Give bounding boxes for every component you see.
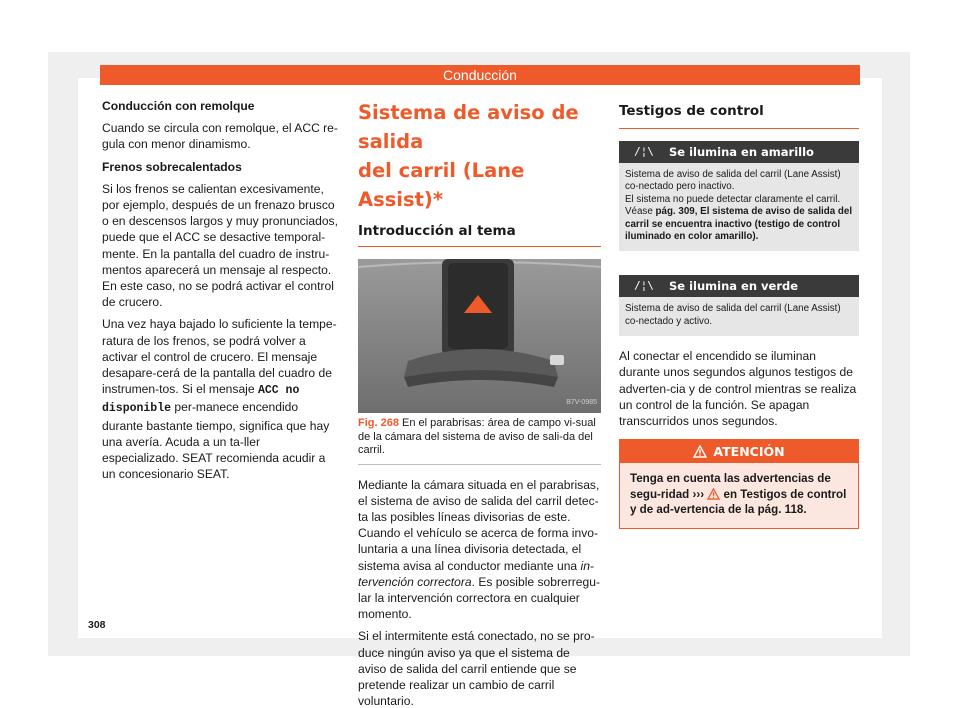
paragraph-ignition: Al conectar el encendido se iluminan durante unos segundos algunos testigos de adverten-cia y de control mientras se realiza un control de la función. Se apagan transcurridos unos segundos. (619, 349, 857, 429)
lane-assist-icon: /¦\ (634, 279, 654, 293)
indicator-text (625, 206, 853, 243)
column-right (619, 98, 859, 529)
section-title-line: Sistema de aviso de salida (358, 101, 579, 153)
section-body (358, 477, 601, 708)
text-fragment: . Es posible sobrerregu-lar la intervención correctora en cualquier momento. (358, 574, 600, 622)
indicator-text: El sistema no puede detectar claramente el carril. (625, 193, 841, 205)
lane-assist-icon: /¦\ (634, 144, 654, 158)
figure-code: B7V-0985 (566, 398, 597, 406)
indicator-green-label: Se ilumina en verde (669, 279, 799, 294)
figure-caption-text: En el parabrisas: área de campo vi-sual de la cámara del sistema de aviso de sali-da del carril. (358, 417, 596, 456)
heading-towing: Conducción con remolque (102, 99, 255, 113)
warning-icon (693, 445, 707, 458)
page-number: 308 (88, 619, 106, 631)
text-fragment: en Testigos de control y de ad-vertencia de la pág. 118. (630, 487, 847, 517)
warning-box (619, 439, 859, 529)
paragraph-brakes-cooled (102, 316, 338, 482)
text-fragment: Una vez haya bajado lo suficiente la tempe-ratura de los frenos, se podrá volver a activar el control de crucero. El mensaje desapare-cerá de la pantalla del cuadro de instrumen-tos. Si el mensaje (102, 317, 337, 397)
indicator-yellow-header (619, 141, 859, 163)
paragraph-turn-signal: Si el intermitente está conectado, no se pro-duce ningún aviso ya que el sistema de aviso de salida del carril entiende que se pretende realizar un cambio de carril voluntario. (358, 629, 595, 708)
chapter-header: Conducción (100, 65, 860, 85)
indicator-yellow-body (619, 163, 859, 251)
text-fragment: Tenga en cuenta las advertencias de segu-ridad ››› (630, 472, 831, 501)
figure-label: Fig. 268 (358, 417, 399, 429)
section-title (358, 98, 601, 214)
text-fragment: per-manece encendido durante bastante tiempo, significa que hay una avería. Acuda a un ta-ller especializado. SEAT recomienda acudir a un concesionario SEAT. (102, 400, 330, 482)
column-left (102, 98, 338, 488)
text-fragment: Véase (625, 206, 656, 218)
warning-title: ATENCIÓN (713, 443, 785, 459)
heading-overheated-brakes: Frenos sobrecalentados (102, 159, 242, 174)
warning-header (620, 440, 858, 463)
figure-windshield-camera (358, 259, 601, 413)
indicator-green-body (619, 297, 859, 336)
indicator-yellow-label: Se ilumina en amarillo (669, 144, 814, 159)
control-lamps-title: Testigos de control (619, 102, 859, 129)
column-middle (358, 98, 601, 708)
figure-caption (358, 417, 601, 465)
text-fragment: Mediante la cámara situada en el parabrisas, el sistema de aviso de salida del carril detec-ta las posibles líneas divisorias de este. Cuando el vehículo se acerca de forma invo-luntaria a una línea divisoria detectada, el sistema avisa al conductor mediante una (358, 477, 600, 573)
emphasis-text: in-tervención correctora (358, 558, 594, 589)
paragraph-overheated-brakes: Si los frenos se calientan excesivamente, por ejemplo, después de un frenazo brusco o en descensos largos y muy pronunciados, puede que el ACC se desactive temporal-mente. En la pantalla del cuadro de instru-mentos aparecerá un mensaje al respecto. En este caso, no se podrá activar el control de crucero. (102, 181, 338, 310)
indicator-text: Sistema de aviso de salida del carril (Lane Assist) co-nectado pero inactivo. (625, 169, 841, 193)
display-message: ACC no disponible (102, 384, 300, 416)
paragraph-towing: Cuando se circula con remolque, el ACC re-gula con menor dinamismo. (102, 121, 338, 152)
indicator-green-header (619, 275, 859, 297)
warning-text (620, 463, 858, 528)
cross-reference: pág. 309, El sistema de aviso de salida del carril se encuentra inactivo (testigo de control iluminado en color amarillo). (625, 206, 853, 243)
warning-inline-icon (707, 488, 720, 500)
indicator-text: Sistema de aviso de salida del carril (Lane Assist) co-nectado y activo. (625, 303, 841, 327)
paragraph-camera (358, 477, 601, 623)
section-title-line: del carril (Lane Assist)* (358, 159, 525, 211)
windshield-illustration (358, 259, 601, 413)
subsection-title: Introducción al tema (358, 222, 601, 247)
